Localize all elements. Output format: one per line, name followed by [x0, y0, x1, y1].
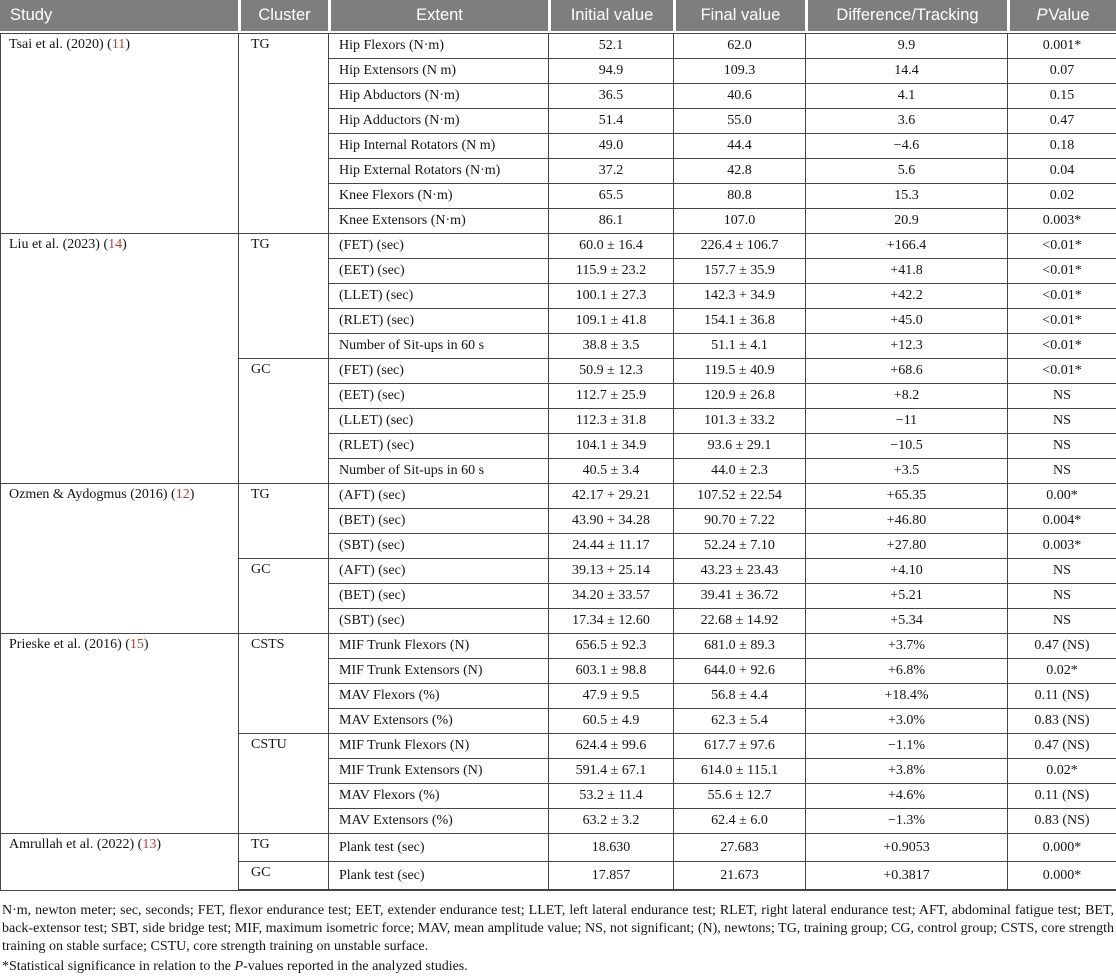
study-label: Liu et al. (2023) ( — [9, 237, 108, 252]
p-value-cell: 0.47 — [1008, 109, 1116, 134]
p-value-cell: <0.01* — [1008, 284, 1116, 309]
final-value-cell: 55.0 — [674, 109, 806, 134]
p-value-cell: 0.02* — [1008, 759, 1116, 784]
final-value-cell: 22.68 ± 14.92 — [674, 609, 806, 634]
p-value-cell: 0.15 — [1008, 84, 1116, 109]
p-value-cell: NS — [1008, 584, 1116, 609]
final-value-cell: 93.6 ± 29.1 — [674, 434, 806, 459]
study-cell — [1, 634, 239, 834]
final-value-cell: 107.0 — [674, 209, 806, 234]
extent-cell: MAV Flexors (%) — [329, 684, 549, 709]
difference-cell: −1.3% — [806, 809, 1008, 834]
difference-cell: 20.9 — [806, 209, 1008, 234]
difference-cell: +5.21 — [806, 584, 1008, 609]
difference-cell: 14.4 — [806, 59, 1008, 84]
study-cell — [1, 834, 239, 891]
table-header-row — [0, 0, 1116, 31]
p-value-cell: 0.18 — [1008, 134, 1116, 159]
study-label-close: ) — [156, 837, 161, 852]
difference-cell: −11 — [806, 409, 1008, 434]
cluster-cell: CSTU — [239, 734, 329, 834]
extent-cell: Hip Adductors (N·m) — [329, 109, 549, 134]
final-value-cell: 40.6 — [674, 84, 806, 109]
p-value-cell: 0.004* — [1008, 509, 1116, 534]
p-value-cell: NS — [1008, 559, 1116, 584]
p-value-cell: 0.47 (NS) — [1008, 634, 1116, 659]
initial-value-cell: 603.1 ± 98.8 — [549, 659, 674, 684]
difference-cell: +3.7% — [806, 634, 1008, 659]
citation-ref[interactable]: 12 — [176, 487, 190, 502]
extent-cell: Plank test (sec) — [329, 862, 549, 891]
header-label: Extent — [416, 6, 463, 25]
significance-prefix: *Statistical significance in relation to the — [2, 959, 235, 974]
p-value-cell: 0.00* — [1008, 484, 1116, 509]
p-value-cell: 0.02 — [1008, 184, 1116, 209]
p-value-cell: 0.02* — [1008, 659, 1116, 684]
p-value-cell: 0.83 (NS) — [1008, 809, 1116, 834]
p-value-cell: 0.000* — [1008, 834, 1116, 862]
initial-value-cell: 34.20 ± 33.57 — [549, 584, 674, 609]
difference-cell: +65.35 — [806, 484, 1008, 509]
final-value-cell: 62.3 ± 5.4 — [674, 709, 806, 734]
difference-cell: 4.1 — [806, 84, 1008, 109]
table-row — [1, 834, 1116, 862]
final-value-cell: 154.1 ± 36.8 — [674, 309, 806, 334]
study-label-close: ) — [125, 37, 130, 52]
extent-cell: Number of Sit-ups in 60 s — [329, 459, 549, 484]
study-label-close: ) — [144, 637, 149, 652]
extent-cell: (EET) (sec) — [329, 259, 549, 284]
initial-value-cell: 112.3 ± 31.8 — [549, 409, 674, 434]
extent-cell: (SBT) (sec) — [329, 534, 549, 559]
extent-cell: MAV Extensors (%) — [329, 709, 549, 734]
difference-cell: +3.8% — [806, 759, 1008, 784]
extent-cell: (BET) (sec) — [329, 509, 549, 534]
initial-value-cell: 37.2 — [549, 159, 674, 184]
cluster-cell: TG — [239, 834, 329, 862]
initial-value-cell: 656.5 ± 92.3 — [549, 634, 674, 659]
extent-cell: Hip External Rotators (N·m) — [329, 159, 549, 184]
initial-value-cell: 36.5 — [549, 84, 674, 109]
initial-value-cell: 52.1 — [549, 34, 674, 59]
cluster-cell: GC — [239, 862, 329, 891]
initial-value-cell: 86.1 — [549, 209, 674, 234]
extent-cell: (SBT) (sec) — [329, 609, 549, 634]
final-value-cell: 55.6 ± 12.7 — [674, 784, 806, 809]
column-header-extent — [328, 0, 548, 31]
initial-value-cell: 39.13 + 25.14 — [549, 559, 674, 584]
header-italic-p: P — [1037, 6, 1048, 25]
difference-cell: 5.6 — [806, 159, 1008, 184]
cluster-cell: TG — [239, 234, 329, 359]
p-value-cell: <0.01* — [1008, 359, 1116, 384]
final-value-cell: 107.52 ± 22.54 — [674, 484, 806, 509]
results-table-body — [1, 34, 1116, 891]
column-header-final-value — [673, 0, 805, 31]
extent-cell: (AFT) (sec) — [329, 484, 549, 509]
extent-cell: (EET) (sec) — [329, 384, 549, 409]
cluster-cell: GC — [239, 359, 329, 484]
initial-value-cell: 115.9 ± 23.2 — [549, 259, 674, 284]
initial-value-cell: 104.1 ± 34.9 — [549, 434, 674, 459]
p-value-cell: 0.11 (NS) — [1008, 784, 1116, 809]
initial-value-cell: 24.44 ± 11.17 — [549, 534, 674, 559]
p-value-cell: 0.04 — [1008, 159, 1116, 184]
p-value-cell: NS — [1008, 434, 1116, 459]
p-value-cell: NS — [1008, 609, 1116, 634]
difference-cell: +12.3 — [806, 334, 1008, 359]
difference-cell: 3.6 — [806, 109, 1008, 134]
final-value-cell: 43.23 ± 23.43 — [674, 559, 806, 584]
initial-value-cell: 17.34 ± 12.60 — [549, 609, 674, 634]
initial-value-cell: 624.4 ± 99.6 — [549, 734, 674, 759]
final-value-cell: 39.41 ± 36.72 — [674, 584, 806, 609]
difference-cell: −1.1% — [806, 734, 1008, 759]
difference-cell: −4.6 — [806, 134, 1008, 159]
column-header-cluster — [238, 0, 328, 31]
difference-cell: +42.2 — [806, 284, 1008, 309]
extent-cell: Knee Flexors (N·m) — [329, 184, 549, 209]
citation-ref[interactable]: 11 — [112, 37, 125, 52]
extent-cell: Plank test (sec) — [329, 834, 549, 862]
initial-value-cell: 43.90 + 34.28 — [549, 509, 674, 534]
final-value-cell: 617.7 ± 97.6 — [674, 734, 806, 759]
final-value-cell: 27.683 — [674, 834, 806, 862]
difference-cell: −10.5 — [806, 434, 1008, 459]
difference-cell: 15.3 — [806, 184, 1008, 209]
table-row — [1, 34, 1116, 59]
citation-ref[interactable]: 15 — [130, 637, 144, 652]
study-cell — [1, 34, 239, 234]
header-label: Difference/Tracking — [836, 6, 978, 25]
header-label: Cluster — [258, 6, 310, 25]
initial-value-cell: 112.7 ± 25.9 — [549, 384, 674, 409]
final-value-cell: 44.0 ± 2.3 — [674, 459, 806, 484]
extent-cell: Hip Internal Rotators (N m) — [329, 134, 549, 159]
final-value-cell: 101.3 ± 33.2 — [674, 409, 806, 434]
extent-cell: MIF Trunk Flexors (N) — [329, 734, 549, 759]
final-value-cell: 52.24 ± 7.10 — [674, 534, 806, 559]
extent-cell: MAV Extensors (%) — [329, 809, 549, 834]
final-value-cell: 119.5 ± 40.9 — [674, 359, 806, 384]
study-label-close: ) — [190, 487, 195, 502]
initial-value-cell: 49.0 — [549, 134, 674, 159]
p-value-cell: NS — [1008, 459, 1116, 484]
study-label: Prieske et al. (2016) ( — [9, 637, 130, 652]
p-value-cell: 0.003* — [1008, 534, 1116, 559]
significance-italic-p: P — [235, 959, 244, 974]
column-header-initial-value — [548, 0, 673, 31]
initial-value-cell: 65.5 — [549, 184, 674, 209]
difference-cell: +4.10 — [806, 559, 1008, 584]
initial-value-cell: 47.9 ± 9.5 — [549, 684, 674, 709]
study-cell — [1, 484, 239, 634]
header-label: Final value — [701, 6, 781, 25]
difference-cell: 9.9 — [806, 34, 1008, 59]
extent-cell: Hip Flexors (N·m) — [329, 34, 549, 59]
initial-value-cell: 60.5 ± 4.9 — [549, 709, 674, 734]
extent-cell: (LLET) (sec) — [329, 284, 549, 309]
extent-cell: (LLET) (sec) — [329, 409, 549, 434]
p-value-cell: 0.003* — [1008, 209, 1116, 234]
final-value-cell: 80.8 — [674, 184, 806, 209]
table-row — [1, 484, 1116, 509]
column-header-difference-tracking — [805, 0, 1007, 31]
initial-value-cell: 100.1 ± 27.3 — [549, 284, 674, 309]
p-value-cell: <0.01* — [1008, 259, 1116, 284]
final-value-cell: 42.8 — [674, 159, 806, 184]
difference-cell: +5.34 — [806, 609, 1008, 634]
p-value-cell: <0.01* — [1008, 334, 1116, 359]
extent-cell: MIF Trunk Extensors (N) — [329, 659, 549, 684]
difference-cell: +41.8 — [806, 259, 1008, 284]
p-value-cell: 0.07 — [1008, 59, 1116, 84]
extent-cell: Hip Abductors (N·m) — [329, 84, 549, 109]
final-value-cell: 109.3 — [674, 59, 806, 84]
extent-cell: Number of Sit-ups in 60 s — [329, 334, 549, 359]
extent-cell: Hip Extensors (N m) — [329, 59, 549, 84]
p-value-cell: 0.11 (NS) — [1008, 684, 1116, 709]
column-header-p-value — [1007, 0, 1116, 31]
final-value-cell: 120.9 ± 26.8 — [674, 384, 806, 409]
difference-cell: +18.4% — [806, 684, 1008, 709]
header-label: Study — [10, 6, 52, 25]
extent-cell: (BET) (sec) — [329, 584, 549, 609]
initial-value-cell: 51.4 — [549, 109, 674, 134]
study-label-close: ) — [122, 237, 127, 252]
study-cell — [1, 234, 239, 484]
initial-value-cell: 42.17 + 29.21 — [549, 484, 674, 509]
final-value-cell: 62.0 — [674, 34, 806, 59]
difference-cell: +46.80 — [806, 509, 1008, 534]
p-value-cell: 0.83 (NS) — [1008, 709, 1116, 734]
initial-value-cell: 94.9 — [549, 59, 674, 84]
cluster-cell: CSTS — [239, 634, 329, 734]
p-value-cell: <0.01* — [1008, 309, 1116, 334]
initial-value-cell: 17.857 — [549, 862, 674, 891]
header-label: Initial value — [571, 6, 654, 25]
table-footnotes — [0, 891, 1116, 976]
initial-value-cell: 38.8 ± 3.5 — [549, 334, 674, 359]
difference-cell: +3.0% — [806, 709, 1008, 734]
cluster-cell: TG — [239, 484, 329, 559]
citation-ref[interactable]: 14 — [108, 237, 122, 252]
p-value-cell: <0.01* — [1008, 234, 1116, 259]
extent-cell: (AFT) (sec) — [329, 559, 549, 584]
initial-value-cell: 63.2 ± 3.2 — [549, 809, 674, 834]
initial-value-cell: 53.2 ± 11.4 — [549, 784, 674, 809]
final-value-cell: 142.3 + 34.9 — [674, 284, 806, 309]
difference-cell: +27.80 — [806, 534, 1008, 559]
p-value-cell: 0.001* — [1008, 34, 1116, 59]
final-value-cell: 157.7 ± 35.9 — [674, 259, 806, 284]
final-value-cell: 90.70 ± 7.22 — [674, 509, 806, 534]
difference-cell: +6.8% — [806, 659, 1008, 684]
final-value-cell: 62.4 ± 6.0 — [674, 809, 806, 834]
p-value-cell: NS — [1008, 384, 1116, 409]
abbreviations-note: N·m, newton meter; sec, seconds; FET, flexor endurance test; EET, extender endurance test; LLET, left lateral endurance test; RLET, right lateral endurance test; AFT, abdominal fatigue test; BET, back-extensor test; SBT, side bridge test; MIF, maximum isometric force; MAV, mean amplitude value; NS, not significant; (N), newtons; TG, training group; CG, control group; CSTS, core strength training on stable surface; CSTU, core strength training on unstable surface. — [2, 902, 1114, 956]
difference-cell: +0.9053 — [806, 834, 1008, 862]
final-value-cell: 226.4 ± 106.7 — [674, 234, 806, 259]
extent-cell: (RLET) (sec) — [329, 309, 549, 334]
extent-cell: Knee Extensors (N·m) — [329, 209, 549, 234]
cluster-cell: GC — [239, 559, 329, 634]
final-value-cell: 614.0 ± 115.1 — [674, 759, 806, 784]
difference-cell: +45.0 — [806, 309, 1008, 334]
initial-value-cell: 591.4 ± 67.1 — [549, 759, 674, 784]
extent-cell: (FET) (sec) — [329, 234, 549, 259]
table-row — [1, 234, 1116, 259]
difference-cell: +166.4 — [806, 234, 1008, 259]
extent-cell: MIF Trunk Extensors (N) — [329, 759, 549, 784]
final-value-cell: 56.8 ± 4.4 — [674, 684, 806, 709]
initial-value-cell: 60.0 ± 16.4 — [549, 234, 674, 259]
study-label: Amrullah et al. (2022) ( — [9, 837, 142, 852]
column-header-study — [0, 0, 238, 31]
results-table — [0, 33, 1116, 891]
difference-cell: +8.2 — [806, 384, 1008, 409]
p-value-cell: 0.47 (NS) — [1008, 734, 1116, 759]
final-value-cell: 681.0 ± 89.3 — [674, 634, 806, 659]
initial-value-cell: 50.9 ± 12.3 — [549, 359, 674, 384]
significance-suffix: -values reported in the analyzed studies. — [243, 959, 468, 974]
table-row — [1, 634, 1116, 659]
p-value-cell: 0.000* — [1008, 862, 1116, 891]
extent-cell: MAV Flexors (%) — [329, 784, 549, 809]
initial-value-cell: 109.1 ± 41.8 — [549, 309, 674, 334]
study-label: Ozmen & Aydogmus (2016) ( — [9, 487, 176, 502]
extent-cell: MIF Trunk Flexors (N) — [329, 634, 549, 659]
citation-ref[interactable]: 13 — [142, 837, 156, 852]
difference-cell: +4.6% — [806, 784, 1008, 809]
p-value-cell: NS — [1008, 409, 1116, 434]
final-value-cell: 21.673 — [674, 862, 806, 891]
final-value-cell: 644.0 + 92.6 — [674, 659, 806, 684]
extent-cell: (FET) (sec) — [329, 359, 549, 384]
difference-cell: +3.5 — [806, 459, 1008, 484]
extent-cell: (RLET) (sec) — [329, 434, 549, 459]
final-value-cell: 44.4 — [674, 134, 806, 159]
initial-value-cell: 18.630 — [549, 834, 674, 862]
final-value-cell: 51.1 ± 4.1 — [674, 334, 806, 359]
cluster-cell: TG — [239, 34, 329, 234]
header-label: Value — [1049, 6, 1090, 25]
difference-cell: +68.6 — [806, 359, 1008, 384]
significance-note — [2, 958, 1114, 976]
difference-cell: +0.3817 — [806, 862, 1008, 891]
initial-value-cell: 40.5 ± 3.4 — [549, 459, 674, 484]
study-label: Tsai et al. (2020) ( — [9, 37, 112, 52]
